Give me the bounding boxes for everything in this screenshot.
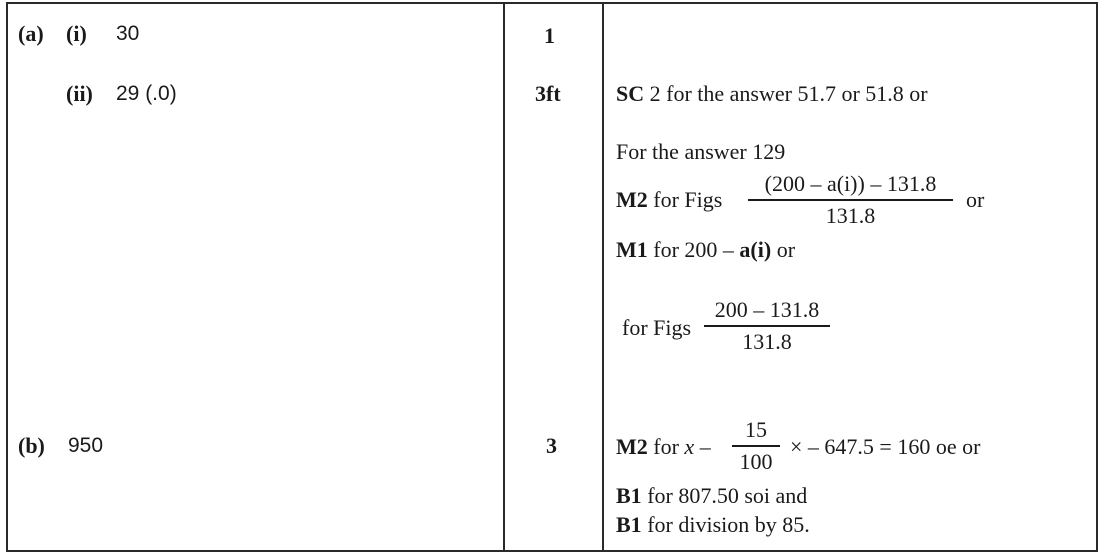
b-fraction [732,418,780,474]
b-m2-tail: × – 647.5 = 160 oe or [790,434,981,459]
m1-or: or [776,237,796,262]
m1-code: M1 [616,237,648,262]
part-a-label: (a) [18,21,44,46]
part-a-ii-label: (ii) [66,81,93,106]
m2-for-figs: for Figs [653,187,723,212]
guidance-m1 [616,238,795,262]
m1-bold-ref: a(i) [739,237,772,262]
guidance-b1-second [616,513,810,537]
b1-code-1: B1 [616,483,642,508]
guidance-answer-129: For the answer 129 [616,139,786,164]
b-m2-code: M2 [616,434,648,459]
guidance-b1-first [616,484,807,508]
part-a-i-answer: 30 [116,22,140,45]
m2-fraction-bar [748,199,953,201]
part-b-answer: 950 [68,434,104,457]
m1-text: for 200 – [653,237,734,262]
b-numerator: 15 [745,417,767,442]
m2-code: M2 [616,187,648,212]
part-a-ii-answer: 29 (.0) [116,82,177,105]
column-divider-marks-guidance [602,4,604,550]
part-b-label: (b) [18,433,45,458]
m2-denominator: 131.8 [825,202,876,228]
guidance-for-figs-2: for Figs [622,315,692,340]
m2-fraction [748,172,953,228]
m2-or: or [966,187,985,212]
mark-scheme-table [6,2,1098,552]
frac2-numerator: 200 – 131.8 [714,297,820,322]
b-m2-for: for [653,434,679,459]
b-m2-x: x [684,434,695,459]
b1-code-2: B1 [616,512,642,537]
marks-a-ii: 3ft [535,81,561,106]
guidance-sc2 [616,82,928,106]
sc-code: SC [616,81,645,106]
guidance-m2-label [616,188,722,212]
b-fraction-bar [732,445,780,447]
b-m2-minus: – [699,434,711,459]
sc2-text: 2 for the answer 51.7 or 51.8 or [649,81,928,106]
column-divider-answer-marks [503,4,505,550]
b1-text-1: for 807.50 soi and [647,483,808,508]
frac2-fraction-bar [704,325,830,327]
frac2-denominator: 131.8 [742,328,792,354]
marks-a-i: 1 [544,23,555,48]
b-denominator: 100 [739,448,773,474]
b1-text-2: for division by 85. [647,512,810,537]
figs-fraction-2 [704,298,830,354]
m2-numerator: (200 – a(i)) – 131.8 [764,171,937,196]
part-a-i-label: (i) [66,21,87,46]
guidance-b-m2 [616,435,711,459]
marks-b: 3 [546,433,557,458]
